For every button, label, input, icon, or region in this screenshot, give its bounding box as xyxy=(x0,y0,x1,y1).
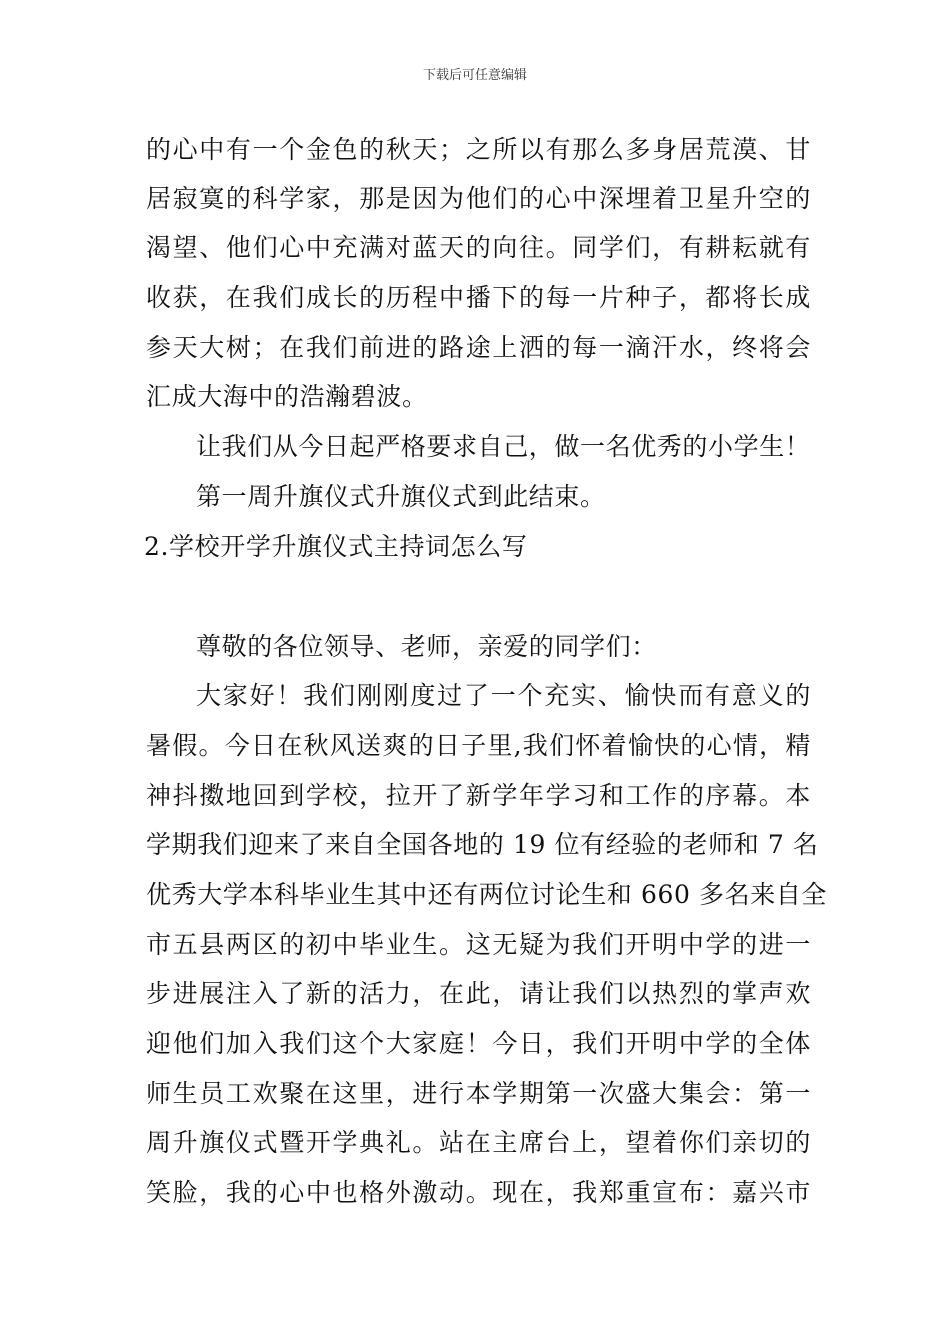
text-line: 暑假。今日在秋风送爽的日子里,我们怀着愉快的心情，精 xyxy=(146,731,811,760)
text-line: 参天大树；在我们前进的路途上洒的每一滴汗水，终将会 xyxy=(146,333,811,362)
text-line: 汇成大海中的浩瀚碧波。 xyxy=(146,382,428,411)
section-heading: 2.学校开学升旗仪式主持词怎么写 xyxy=(144,532,528,561)
text-line: 优秀大学本科毕业生其中还有两位讨论生和 660 多名来自全 xyxy=(146,880,828,909)
text-line: 大家好！我们刚刚度过了一个充实、愉快而有意义的 xyxy=(196,681,811,710)
text-line: 尊敬的各位领导、老师，亲爱的同学们： xyxy=(196,632,657,661)
text-line: 步进展注入了新的活力，在此，请让我们以热烈的掌声欢 xyxy=(146,979,811,1008)
text-line: 居寂寞的科学家，那是因为他们的心中深埋着卫星升空的 xyxy=(146,184,811,213)
text-line: 迎他们加入我们这个大家庭！今日，我们开明中学的全体 xyxy=(146,1029,811,1058)
text-line: 师生员工欢聚在这里，进行本学期第一次盛大集会：第一 xyxy=(146,1079,811,1108)
text-line: 周升旗仪式暨开学典礼。站在主席台上，望着你们亲切的 xyxy=(146,1128,811,1157)
text-line: 神抖擞地回到学校，拉开了新学年学习和工作的序幕。本 xyxy=(146,781,811,810)
text-line: 学期我们迎来了来自全国各地的 19 位有经验的老师和 7 名 xyxy=(146,830,819,859)
text-line: 第一周升旗仪式升旗仪式到此结束。 xyxy=(196,482,606,511)
text-line: 的心中有一个金色的秋天；之所以有那么多身居荒漠、甘 xyxy=(146,135,811,164)
page-header: 下载后可任意编辑 xyxy=(422,68,527,83)
text-line: 市五县两区的初中毕业生。这无疑为我们开明中学的进一 xyxy=(146,930,811,959)
text-line: 收获，在我们成长的历程中播下的每一片种子，都将长成 xyxy=(146,283,811,312)
text-line: 笑脸，我的心中也格外激动。现在，我郑重宣布：嘉兴市 xyxy=(146,1178,811,1207)
text-line: 让我们从今日起严格要求自己，做一名优秀的小学生！ xyxy=(196,432,811,461)
text-line: 渴望、他们心中充满对蓝天的向往。同学们，有耕耘就有 xyxy=(146,233,811,262)
